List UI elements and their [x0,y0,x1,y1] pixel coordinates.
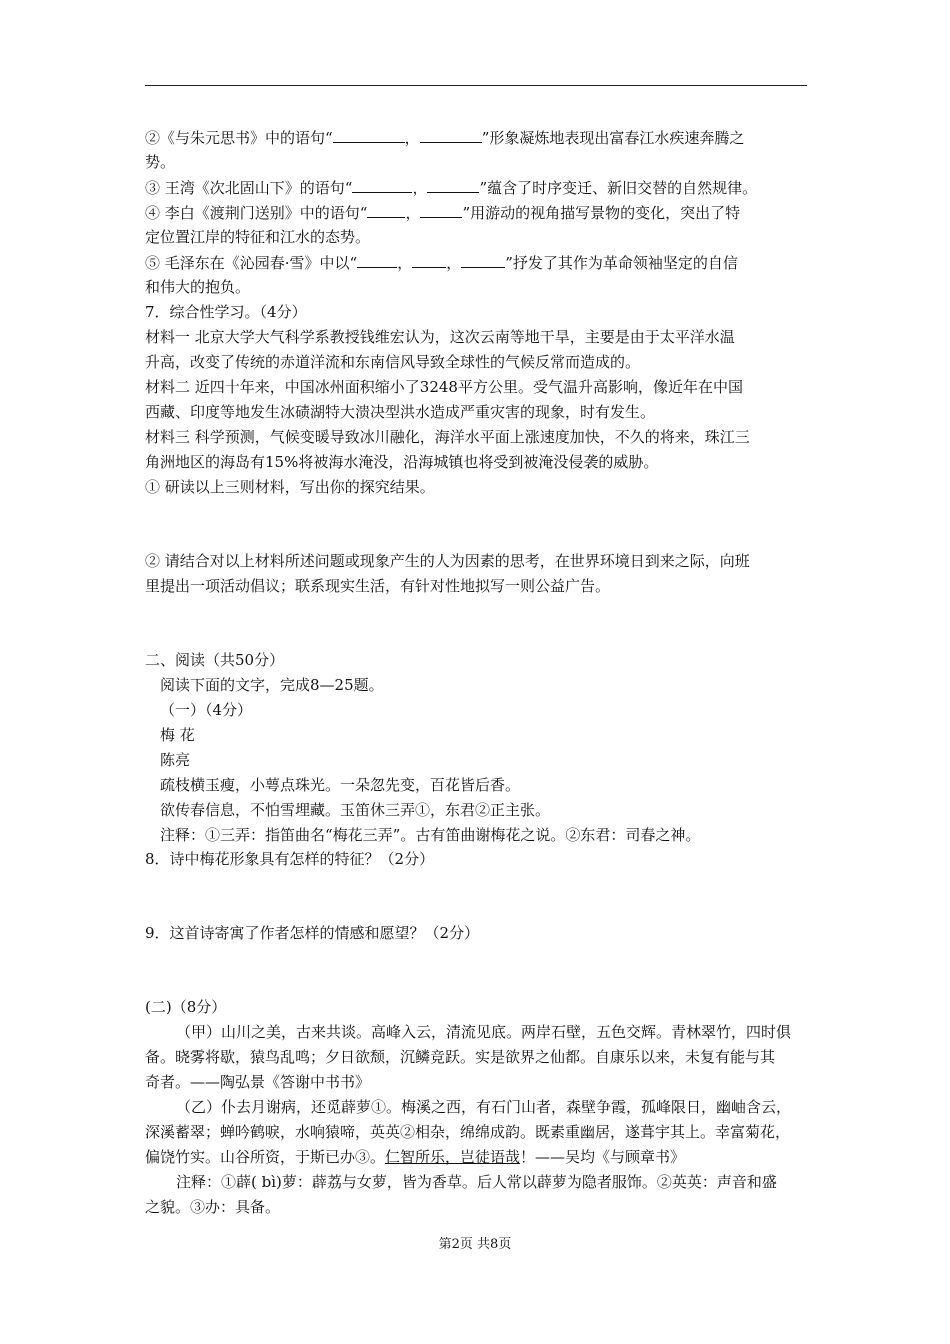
q6-5-text-c: ， [446,254,462,272]
answer-blank[interactable] [357,252,397,268]
poem-line-2: 欲传春信息，不怕雪埋藏。玉笛休三弄①，东君②正主张。 [160,801,551,819]
question-8: 8．诗中梅花形象具有怎样的特征？（2分） [145,850,435,868]
q6-2-line1 [145,127,744,148]
passage-note-line2: 之貌。③办：具备。 [145,1198,281,1216]
question-7-2-line1: ② 请结合对以上材料所述问题或现象产生的人为因素的思考，在世界环境日到来之际，向班 [145,552,750,570]
q6-5-line2: 和伟大的抱负。 [145,278,251,296]
passage-yi-line3 [145,1147,685,1167]
material-1-line2: 升高，改变了传统的赤道洋流和东南信风导致全球性的气候反常而造成的。 [145,353,641,371]
passage-note-line1: 注释：①薜( bì)萝：薜荔与女萝，皆为香草。后人常以薜萝为隐者服饰。②英英：声音和盛 [176,1173,777,1191]
q6-3-line [145,177,757,198]
q6-4-text-c: ”用游动的视角描写景物的变化，突出了特 [462,204,741,222]
q6-4-text-b: ， [405,204,421,222]
material-3-line2: 角洲地区的海岛有15%将被海水淹没，沿海城镇也将受到被淹没侵袭的威胁。 [145,453,659,471]
q6-4-line2: 定位置江岸的特征和江水的态势。 [145,228,371,246]
passage-yi-line2: 深溪蓄翠；蝉吟鹤唳，水响猿啼，英英②相杂，绵绵成韵。既素重幽居，遂葺宇其上。幸富菊花， [145,1123,791,1141]
answer-blank[interactable] [333,127,405,143]
answer-blank[interactable] [420,127,482,143]
q6-2-text-b: ， [404,129,420,147]
q6-4-text-a: ④ 李白《渡荆门送别》中的语句“ [145,204,368,222]
q6-5-text-d: ”抒发了其作为革命领袖坚定的自信 [505,254,738,272]
q6-2-text-c: ”形象凝炼地表现出富春江水疾速奔腾之 [481,129,745,147]
underlined-sentence: 仁智所乐，岂徒语哉 [385,1148,521,1166]
material-2-line2: 西藏、印度等地发生冰碛湖特大溃决型洪水造成严重灾害的现象，时有发生。 [145,403,656,421]
answer-blank[interactable] [412,252,446,268]
question-7-heading: 7．综合性学习。（4分） [145,303,307,321]
page-footer: 第2页 共8页 [438,1237,512,1252]
section-2-intro: 阅读下面的文字，完成8—25题。 [160,676,384,694]
header-rule [145,85,807,86]
answer-blank[interactable] [461,252,505,268]
poem-line-1: 疏枝横玉瘦，小萼点珠光。一朵忽先变，百花皆后香。 [160,776,521,794]
part-2-heading: (二)（8分） [145,998,227,1016]
passage-yi-line1: （乙）仆去月谢病，还觅薜萝①。梅溪之西，有石门山者，森壁争霞，孤峰限日，幽岫含云， [176,1098,792,1116]
passage-jia-line2: 备。晓雾将歇，猿鸟乱鸣；夕日欲颓，沉鳞竞跃。实是欲界之仙都。自康乐以来，未复有能与其 [145,1048,776,1066]
poem-author: 陈亮 [160,751,191,769]
q6-3-text-b: ， [412,179,428,197]
passage-yi-text: 偏饶竹实。山谷所资，于斯已办③。 [145,1148,386,1166]
q6-3-text-a: ③ 王湾《次北固山下》的语句“ [145,179,353,197]
q6-2-text-a: ②《与朱元思书》中的语句“ [145,129,333,147]
material-1-line1: 材料一 北京大学大气科学系教授钱维宏认为，这次云南等地干旱，主要是由于太平洋水温 [145,328,735,346]
q6-5-text-a: ⑤ 毛泽东在《沁园春·雪》中以“ [145,254,358,272]
poem-note: 注释：①三弄：指笛曲名“梅花三弄”。古有笛曲谢梅花之说。②东君：司春之神。 [160,826,701,844]
answer-blank[interactable] [352,177,412,193]
passage-jia-line1: （甲）山川之美，古来共谈。高峰入云，清流见底。两岸石壁，五色交辉。青林翠竹，四时俱 [176,1023,792,1041]
passage-yi-source: ！——吴均《与顾章书》 [520,1148,686,1166]
q6-4-line1 [145,202,740,223]
poem-title: 梅 花 [160,726,195,744]
q6-3-text-c: ”蕴含了时序变迁、新旧交替的自然规律。 [479,179,758,197]
section-2-heading: 二、阅读（共50分） [145,651,285,669]
answer-blank[interactable] [420,202,462,218]
material-3-line1: 材料三 科学预测，气候变暖导致冰川融化，海洋水平面上涨速度加快，不久的将来，珠江三 [145,428,750,446]
passage-jia-line3: 奇者。——陶弘景《答谢中书书》 [145,1073,371,1091]
q6-5-line1 [145,252,738,273]
answer-blank[interactable] [427,177,479,193]
question-7-1: ① 研读以上三则材料，写出你的探究结果。 [145,478,435,496]
question-7-2-line2: 里提出一项活动倡议；联系现实生活，有针对性地拟写一则公益广告。 [145,577,611,595]
q6-5-text-b: ， [397,254,413,272]
q6-2-line2: 势。 [145,153,176,171]
part-1-heading: （一）（4分） [160,701,253,719]
answer-blank[interactable] [367,202,405,218]
question-9: 9．这首诗寄寓了作者怎样的情感和愿望？（2分） [145,924,480,942]
material-2-line1: 材料二 近四十年来，中国冰州面积缩小了3248平方公里。受气温升高影响，像近年在中国 [145,378,743,396]
